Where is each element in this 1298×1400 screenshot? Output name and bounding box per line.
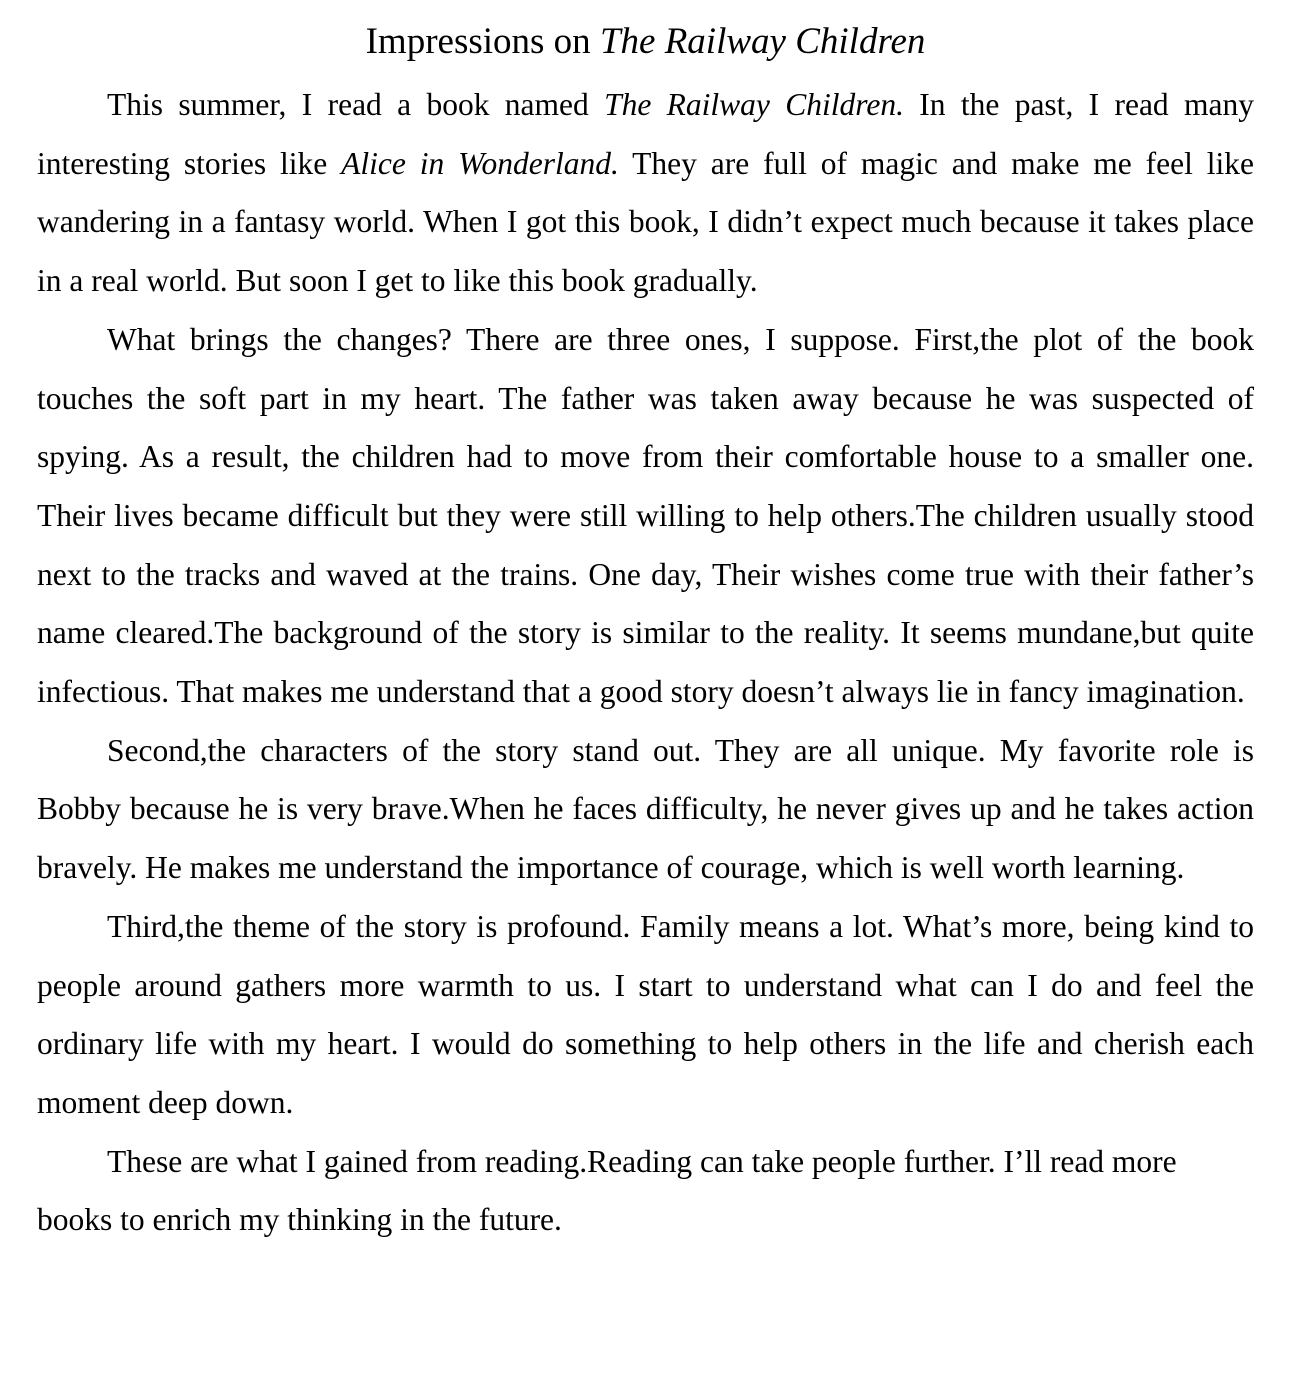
- paragraph-3: Second,the characters of the story stand out. They are all unique. My favorite role is Bobby because he is very brave.When he faces difficulty, he never gives up and he takes action bravely. He makes me understand the importance of courage, which is well worth learning.: [37, 732, 1254, 886]
- paragraph-1-text-c: They are full of magic and make me feel like wandering in a fantasy world. When I got this book, I didn’t expect much because it takes place in a real world. But soon I get to like this book gradually.: [37, 145, 1254, 299]
- paragraph-1-text-a: This summer, I read a book named: [107, 87, 605, 122]
- book-title-railway-children: The Railway Children.: [604, 87, 904, 122]
- paragraph-5: These are what I gained from reading.Reading can take people further. I’ll read more books to enrich my thinking in the future.: [37, 1143, 1177, 1238]
- paragraph-4: Third,the theme of the story is profound. Family means a lot. What’s more, being kind to people around gathers more warmth to us. I start to understand what can I do and feel the ordinary life with my heart. I would do something to help others in the life and cherish each moment deep down.: [37, 908, 1254, 1120]
- paragraph-1-text-b: In the past, I read many interesting stories like: [37, 87, 1254, 181]
- paragraph-1: [37, 76, 1254, 311]
- book-title-alice: Alice in Wonderland.: [341, 145, 619, 181]
- document-title: [37, 14, 1254, 70]
- paragraph-2: What brings the changes? There are three ones, I suppose. First,the plot of the book touches the soft part in my heart. The father was taken away because he was suspected of spying. As a result, the children had to move from their comfortable house to a smaller one. Their lives became difficult but they were still willing to help others.The children usually stood next to the tracks and waved at the trains. One day, Their wishes come true with their father’s name cleared.The background of the story is similar to the reality. It seems mundane,but quite infectious. That makes me understand that a good story doesn’t always lie in fancy imagination.: [37, 321, 1254, 710]
- title-book-name: The Railway Children: [599, 21, 926, 62]
- title-prefix: Impressions on: [365, 21, 600, 62]
